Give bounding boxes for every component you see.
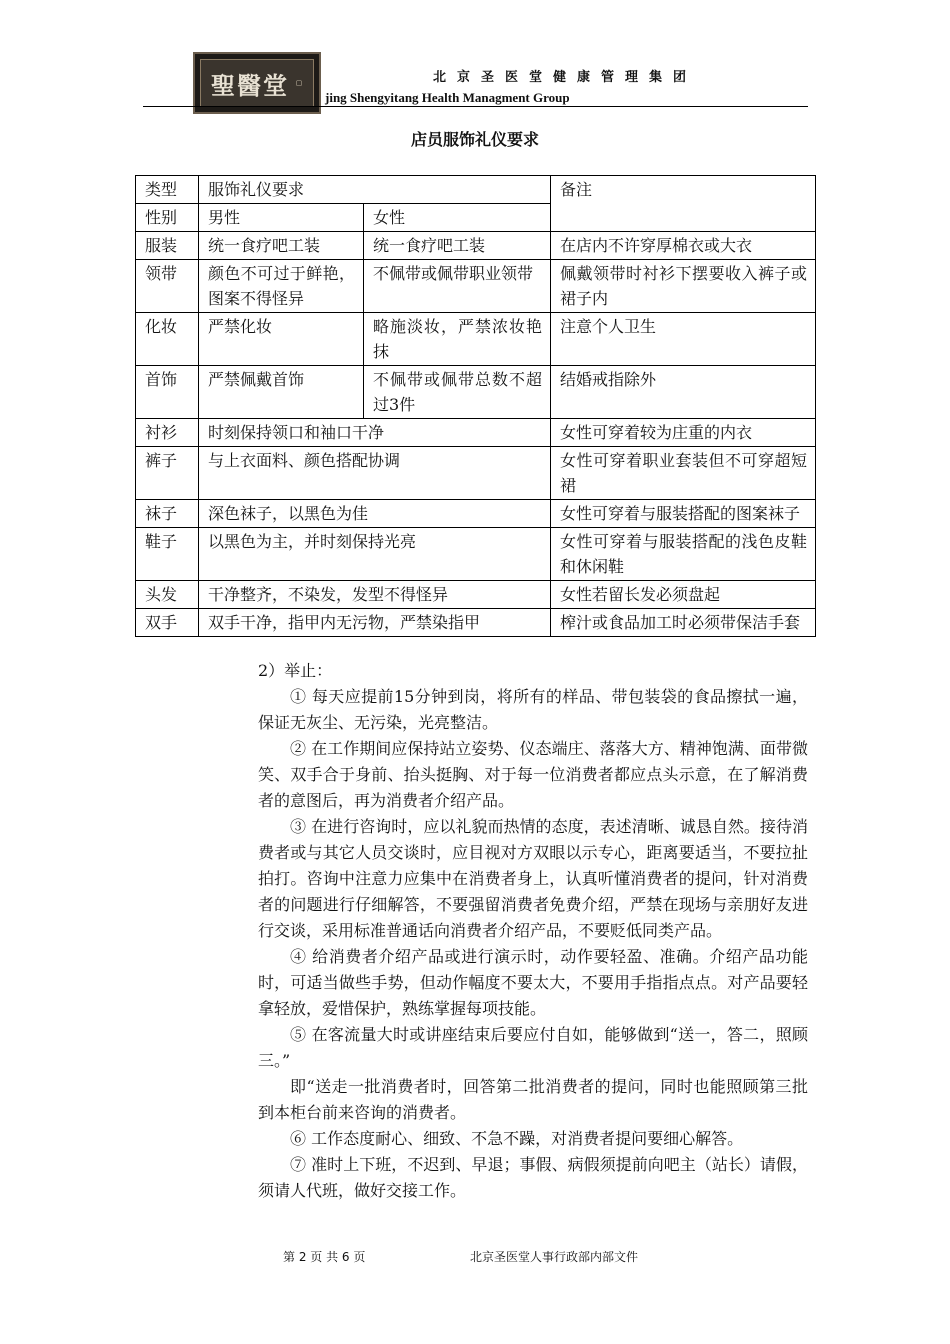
table-row bbox=[136, 313, 816, 366]
table-row bbox=[136, 500, 816, 528]
table-row bbox=[136, 419, 816, 447]
header-divider bbox=[143, 106, 808, 107]
table-cell: 时刻保持领口和袖口干净 bbox=[199, 419, 551, 447]
table-row bbox=[136, 447, 816, 500]
table-cell: 注意个人卫生 bbox=[551, 313, 816, 366]
table-cell: 化妆 bbox=[136, 313, 199, 366]
seal-mark: ▢ bbox=[295, 79, 303, 87]
table-row bbox=[136, 232, 816, 260]
table-cell: 女性可穿着较为庄重的内衣 bbox=[551, 419, 816, 447]
table-cell: 结婚戒指除外 bbox=[551, 366, 816, 419]
table-cell: 首饰 bbox=[136, 366, 199, 419]
table-cell: 干净整齐，不染发，发型不得怪异 bbox=[199, 581, 551, 609]
logo-text: 聖醫堂 bbox=[211, 70, 289, 100]
table-cell: 鞋子 bbox=[136, 528, 199, 581]
table-cell: 以黑色为主，并时刻保持光亮 bbox=[199, 528, 551, 581]
paragraph: 即“送走一批消费者时，回答第二批消费者的提问，同时也能照顾第三批到本柜台前来咨询的消费者。 bbox=[258, 1077, 808, 1122]
table-cell: 女性若留长发必须盘起 bbox=[551, 581, 816, 609]
table-cell: 统一食疗吧工装 bbox=[364, 232, 551, 260]
table-cell: 备注 bbox=[551, 176, 816, 232]
table-cell: 袜子 bbox=[136, 500, 199, 528]
table-cell: 服装 bbox=[136, 232, 199, 260]
table-cell: 裤子 bbox=[136, 447, 199, 500]
table-row bbox=[136, 260, 816, 313]
table-cell: 严禁化妆 bbox=[199, 313, 364, 366]
company-logo bbox=[193, 52, 321, 114]
table-cell: 女性 bbox=[364, 204, 551, 232]
table-cell: 双手干净，指甲内无污物，严禁染指甲 bbox=[199, 609, 551, 637]
table-cell: 男性 bbox=[199, 204, 364, 232]
footer-department: 北京圣医堂人事行政部内部文件 bbox=[470, 1250, 639, 1264]
page-number: 第 2 页 共 6 页 bbox=[283, 1250, 366, 1264]
paragraph: ④ 给消费者介绍产品或进行演示时，动作要轻盈、准确。介绍产品功能时，可适当做些手势，但动作幅度不要太大，不要用手指指点点。对产品要轻拿轻放，爱惜保护，熟练掌握每项技能。 bbox=[258, 947, 808, 1018]
table-cell: 深色袜子，以黑色为佳 bbox=[199, 500, 551, 528]
group-name-en: jing Shengyitang Health Managment Group bbox=[325, 90, 570, 105]
paragraph: ① 每天应提前15分钟到岗，将所有的样品、带包装袋的食品擦拭一遍，保证无灰尘、无污染，光亮整洁。 bbox=[258, 687, 808, 732]
table-cell: 在店内不许穿厚棉衣或大衣 bbox=[551, 232, 816, 260]
paragraph: ⑥ 工作态度耐心、细致、不急不躁，对消费者提问要细心解答。 bbox=[290, 1129, 744, 1148]
table-cell: 服饰礼仪要求 bbox=[199, 176, 551, 204]
paragraph: ⑤ 在客流量大时或讲座结束后要应付自如，能够做到“送一，答二，照顾三。” bbox=[258, 1025, 808, 1070]
table-cell: 统一食疗吧工装 bbox=[199, 232, 364, 260]
table-cell: 性别 bbox=[136, 204, 199, 232]
table-row bbox=[136, 528, 816, 581]
document-title: 店员服饰礼仪要求 bbox=[410, 130, 539, 149]
table-cell: 女性可穿着职业套装但不可穿超短裙 bbox=[551, 447, 816, 500]
conduct-section bbox=[258, 658, 808, 1204]
paragraph: ② 在工作期间应保持站立姿势、仪态端庄、落落大方、精神饱满、面带微笑、双手合于身前、抬头挺胸、对于每一位消费者都应点头示意，在了解消费者的意图后，再为消费者介绍产品。 bbox=[258, 739, 808, 810]
paragraph: ⑦ 准时上下班，不迟到、早退；事假、病假须提前向吧主（站长）请假，须请人代班，做好交接工作。 bbox=[258, 1155, 808, 1200]
table-cell: 衬衫 bbox=[136, 419, 199, 447]
dress-etiquette-table bbox=[135, 175, 816, 637]
table-row bbox=[136, 609, 816, 637]
group-name-cn: 北京圣医堂健康管理集团 bbox=[433, 70, 698, 85]
table-cell: 略施淡妆，严禁浓妆艳抹 bbox=[364, 313, 551, 366]
table-cell: 类型 bbox=[136, 176, 199, 204]
table-cell: 领带 bbox=[136, 260, 199, 313]
paragraph: ③ 在进行咨询时，应以礼貌而热情的态度，表述清晰、诚恳自然。接待消费者或与其它人员交谈时，应目视对方双眼以示专心，距离要适当，不要拉扯拍打。咨询中注意力应集中在消费者身上，认真听懂消费者的提问，针对消费者的问题进行仔细解答，不要强留消费者免费介绍，严禁在现场与亲朋好友进行交谈，采用标准普通话向消费者介绍产品，不要贬低同类产品。 bbox=[258, 817, 808, 940]
table-cell: 与上衣面料、颜色搭配协调 bbox=[199, 447, 551, 500]
table-cell: 女性可穿着与服装搭配的图案袜子 bbox=[551, 500, 816, 528]
table-cell: 不佩带或佩带职业领带 bbox=[364, 260, 551, 313]
table-row bbox=[136, 581, 816, 609]
section-heading: 2）举止： bbox=[258, 661, 333, 680]
table-cell: 榨汁或食品加工时必须带保洁手套 bbox=[551, 609, 816, 637]
table-cell: 头发 bbox=[136, 581, 199, 609]
table-cell: 不佩带或佩带总数不超过3件 bbox=[364, 366, 551, 419]
table-cell: 双手 bbox=[136, 609, 199, 637]
table-cell: 佩戴领带时衬衫下摆要收入裤子或裙子内 bbox=[551, 260, 816, 313]
table-cell: 严禁佩戴首饰 bbox=[199, 366, 364, 419]
table-cell: 颜色不可过于鲜艳，图案不得怪异 bbox=[199, 260, 364, 313]
table-row bbox=[136, 176, 816, 204]
table-row bbox=[136, 366, 816, 419]
table-cell: 女性可穿着与服装搭配的浅色皮鞋和休闲鞋 bbox=[551, 528, 816, 581]
